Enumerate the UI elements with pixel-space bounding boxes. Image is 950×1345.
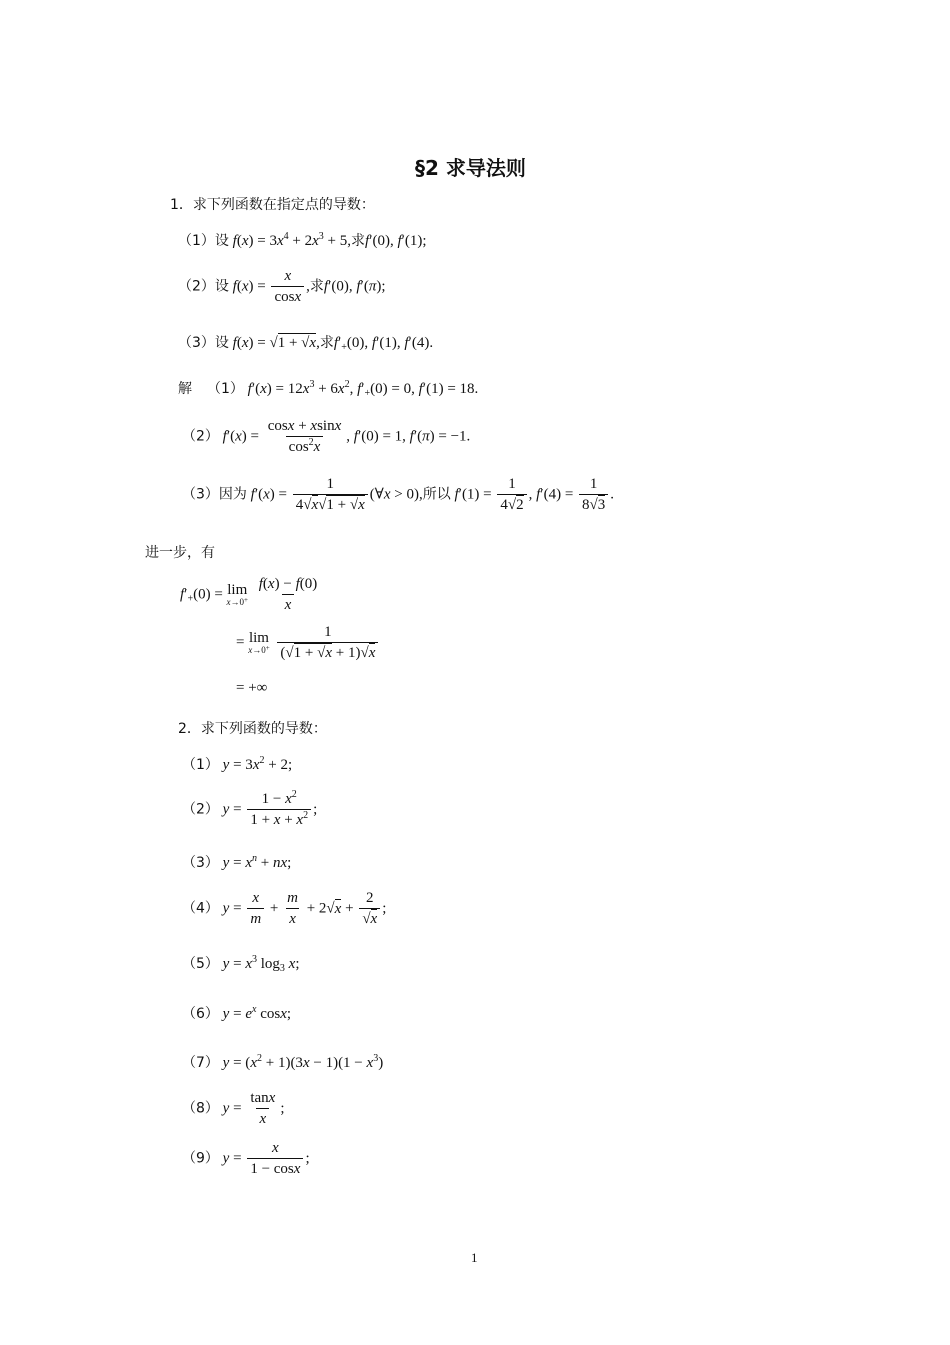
q1-part-2-label: （2）设 (178, 278, 229, 295)
q1-solution-2: （2） f′(x) = $\frac{\cos x + xsinx}{\cos^2x}$ , f′(0) = 1, f′(π) = −1. (182, 418, 471, 456)
q2-item-4: （4） y = $\frac{x}{m}$ + $\frac{m}{x}$ + 2√x + $\frac{2}{√x}$ ; (182, 890, 387, 928)
q2-item-1: （1） $y = 3x^2 + 2$; (182, 755, 293, 773)
solution-2-label: （2） (182, 428, 219, 445)
limit-line-2: = lim x→0+ $\frac{1}{(√1 + √x + 1)√x}$ (236, 624, 380, 663)
q1-solution-1: 解 （1） $f'(x) = 12x^3 + 6x^2$, $f'_+(0) = 0$, f′(1) = 18. (178, 379, 479, 399)
q2-item-2: （2） y = $\frac{1 - x^2}{1 + x + x^2}$ ; (182, 789, 318, 829)
question-1-stem: 1．求下列函数在指定点的导数： (170, 197, 375, 213)
solution-3-label: （3）因为 (182, 486, 247, 503)
solution-label: 解 (178, 381, 192, 397)
q2-item-6: （6） $y = e^x$ cosx; (182, 1004, 292, 1022)
q2-item-9: （9） y = $\frac{x}{1 - \cos x}$ ; (182, 1140, 310, 1178)
q1-part-3: （3）设 f(x) = √1 + √x,求$f'_+(0)$, f′(1), f′(4). (178, 335, 434, 353)
page-number: 1 (471, 1250, 478, 1265)
q2-item-7: （7） $y = (x^2 + 1)(3x - 1)(1 - x^3)$ (182, 1053, 384, 1071)
q2-item-8: （8） y = $\frac{\tan x}{x}$ ; (182, 1090, 285, 1128)
q1-part-2: （2）设 f(x) = $\frac{x}{\cos x}$ ,求f′(0), f′(π); (178, 268, 386, 306)
q2-item-5: （5） $y = x^3$ $\log_3 x$; (182, 954, 300, 974)
solution-3-so: 所以 (422, 486, 451, 503)
solution-1-label: （1） (207, 381, 244, 397)
q1-solution-3: （3）因为 f′(x) = $\frac{1}{4√x√1 + √x}$ (∀x > 0),所以 f′(1) = $\frac{1}{4√2}$ , f′(4) = $\frac{1}{8√3}$ . (182, 476, 615, 514)
q1-part-3-label: （3）设 (178, 335, 229, 351)
q2-item-3: （3） $y = x^n$ + nx; (182, 853, 292, 871)
section-title: §2 求导法则 (415, 156, 526, 180)
question-2-stem: 2．求下列函数的导数： (178, 721, 327, 737)
limit-line-3: = +∞ (236, 680, 268, 696)
q1-part-1-label: （1）设 (178, 233, 229, 249)
limit-line-1: $f'_+(0)$ = lim x→0+ $\frac{f(x) - f(0)}{x}$ (180, 576, 318, 614)
q1-part-1: （1）设 $f(x) = 3x^4 + 2x^3 + 5$,求f′(0), f′(1); (178, 231, 427, 249)
further-text: 进一步，有 (145, 545, 215, 561)
